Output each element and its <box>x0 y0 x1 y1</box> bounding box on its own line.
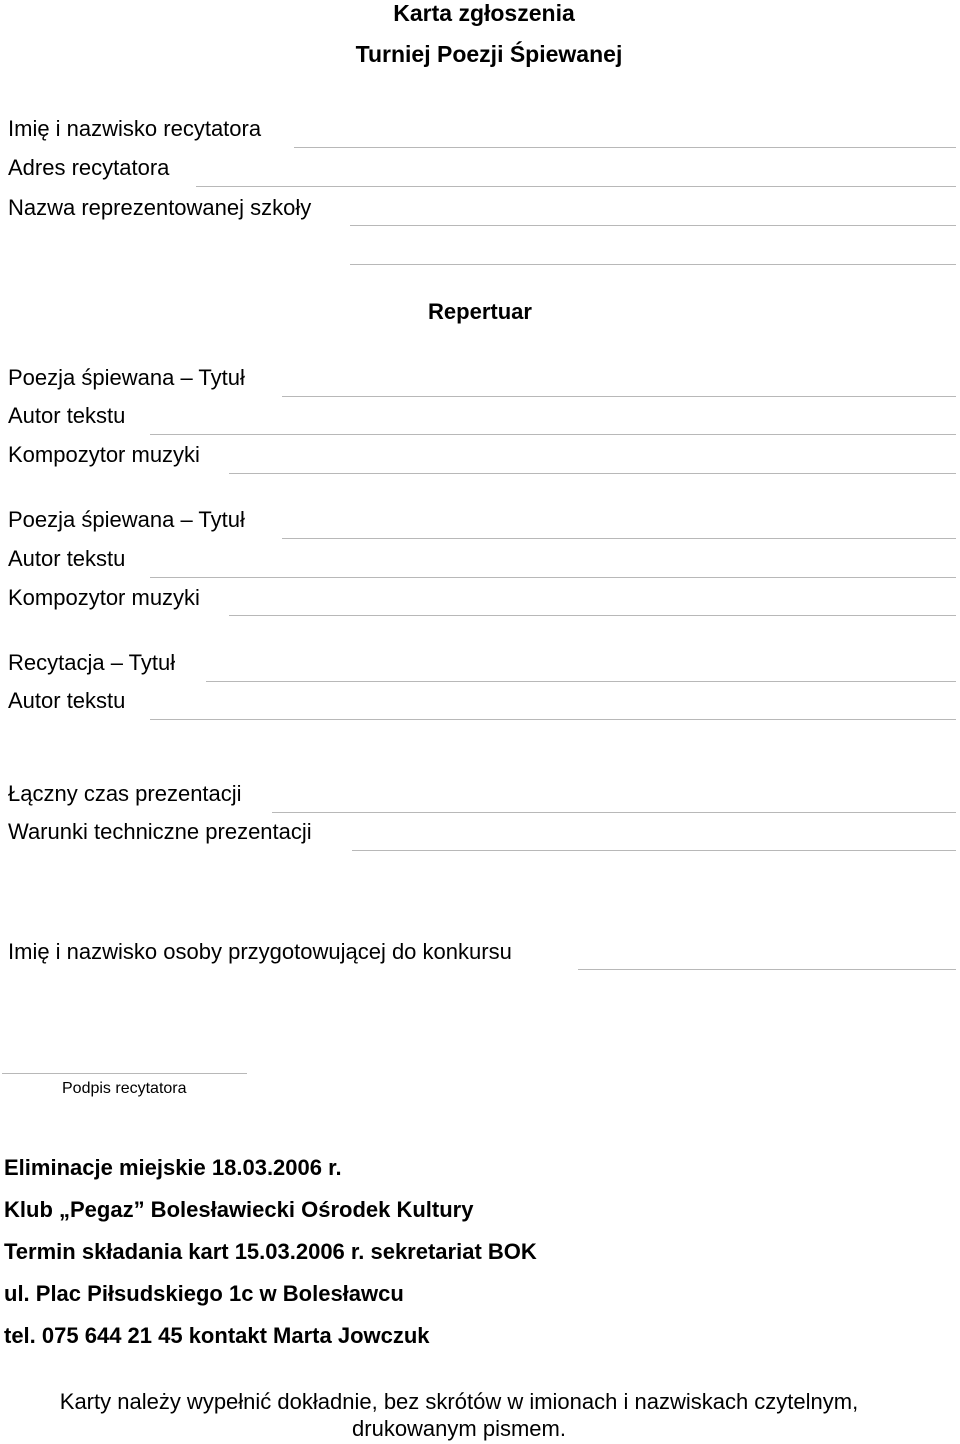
info-venue: Klub „Pegaz” Bolesławiecki Ośrodek Kultury <box>4 1197 474 1222</box>
signature-field[interactable] <box>2 1073 247 1074</box>
footer-note-line-2: drukowanym pismem. <box>352 1416 566 1441</box>
song2-author-label: Autor tekstu <box>8 546 126 571</box>
footer-note-line-1: Karty należy wypełnić dokładnie, bez skrótów w imionach i nazwiskach czytelnym, <box>59 1389 859 1414</box>
info-contact: tel. 075 644 21 45 kontakt Marta Jowczuk <box>4 1323 430 1348</box>
participant-address-label: Adres recytatora <box>8 155 170 180</box>
song1-composer-label: Kompozytor muzyki <box>8 442 200 467</box>
info-elimination-date: Eliminacje miejskie 18.03.2006 r. <box>4 1155 342 1180</box>
participant-name-label: Imię i nazwisko recytatora <box>8 116 262 141</box>
repertoire-heading: Repertuar <box>428 299 532 324</box>
info-address: ul. Plac Piłsudskiego 1c w Bolesławcu <box>4 1281 404 1306</box>
signature-label: Podpis recytatora <box>62 1080 187 1097</box>
song2-author-field[interactable] <box>150 577 956 578</box>
presentation-time-label: Łączny czas prezentacji <box>8 781 242 806</box>
school-name-field[interactable] <box>350 225 956 226</box>
technical-conditions-field[interactable] <box>352 850 956 851</box>
song1-author-field[interactable] <box>150 434 956 435</box>
song2-title-label: Poezja śpiewana – Tytuł <box>8 507 245 532</box>
participant-name-field[interactable] <box>294 147 956 148</box>
song1-title-field[interactable] <box>282 396 956 397</box>
teacher-name-field[interactable] <box>578 969 956 970</box>
song1-author-label: Autor tekstu <box>8 403 126 428</box>
info-submission-deadline: Termin składania kart 15.03.2006 r. sekretariat BOK <box>4 1239 537 1264</box>
song1-composer-field[interactable] <box>229 473 956 474</box>
song2-composer-field[interactable] <box>229 615 956 616</box>
recitation-author-label: Autor tekstu <box>8 688 126 713</box>
presentation-time-field[interactable] <box>272 812 956 813</box>
recitation-title-field[interactable] <box>206 681 956 682</box>
school-name-field-line-2[interactable] <box>350 264 956 265</box>
recitation-author-field[interactable] <box>150 719 956 720</box>
technical-conditions-label: Warunki techniczne prezentacji <box>8 819 312 844</box>
teacher-name-label: Imię i nazwisko osoby przygotowującej do konkursu <box>8 939 512 964</box>
participant-address-field[interactable] <box>196 186 956 187</box>
school-name-label: Nazwa reprezentowanej szkoły <box>8 195 312 220</box>
song1-title-label: Poezja śpiewana – Tytuł <box>8 365 245 390</box>
recitation-title-label: Recytacja – Tytuł <box>8 650 176 675</box>
song2-title-field[interactable] <box>282 538 956 539</box>
form-title: Karta zgłoszenia <box>393 0 575 26</box>
song2-composer-label: Kompozytor muzyki <box>8 585 200 610</box>
form-subtitle: Turniej Poezji Śpiewanej <box>355 41 623 67</box>
